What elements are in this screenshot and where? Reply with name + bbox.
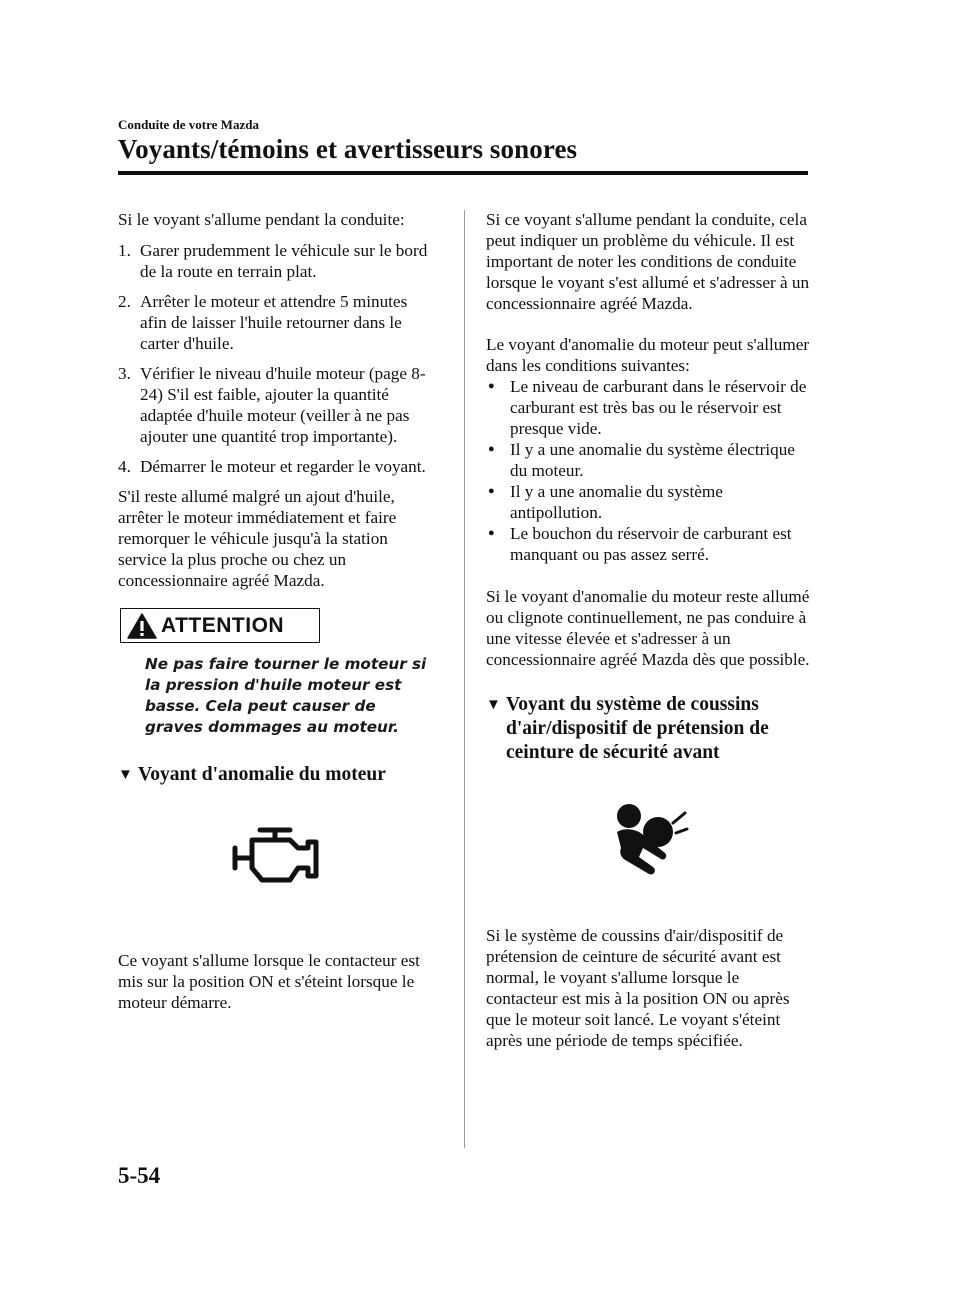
bullet-icon: ● [488, 443, 495, 455]
attention-box [120, 608, 320, 643]
step-number: 3. [118, 364, 131, 383]
condition-text: Le niveau de carburant dans le réservoir de carburant est très bas ou le réservoir est presque vide. [510, 377, 807, 438]
attention-block [118, 608, 438, 738]
right-paragraph-1: Si ce voyant s'allume pendant la conduite, cela peut indiquer un problème du véhicule. Il est important de noter les conditions de conduite lorsque le voyant s'est allumé et s'adresser à un concessionnaire agréé Mazda. [486, 210, 810, 313]
step-number: 2. [118, 292, 131, 311]
column-divider [464, 210, 465, 1148]
attention-label: ATTENTION [161, 614, 285, 637]
airbag-section-heading [486, 693, 811, 765]
airbag-description: Si le système de coussins d'air/dispositif de prétension de ceinture de sécurité avant est normal, le voyant s'allume lorsque le contacteur est mis à la position ON ou après que le moteur soit lancé. Le voyant s'éteint après une période de temps spécifiée. [486, 926, 790, 1050]
condition-text: Il y a une anomalie du système antipollution. [510, 482, 723, 522]
engine-section-heading [118, 763, 438, 787]
title-rule [118, 171, 808, 175]
step-text: Arrêter le moteur et attendre 5 minutes afin de laisser l'huile retourner dans le carter d'huile. [140, 292, 408, 353]
condition-text: Le bouchon du réservoir de carburant est manquant ou pas assez serré. [510, 524, 792, 564]
left-column [118, 209, 438, 1013]
condition-text: Il y a une anomalie du système électrique du moteur. [510, 440, 795, 480]
step-text: Démarrer le moteur et regarder le voyant. [140, 457, 426, 476]
airbag-figure [486, 801, 811, 879]
page-number: 5-54 [118, 1163, 161, 1188]
triangle-marker-icon: ▼ [486, 697, 501, 713]
triangle-marker-icon: ▼ [118, 767, 133, 783]
condition-item [486, 523, 811, 565]
right-column [486, 209, 811, 1051]
condition-item [486, 439, 811, 481]
right-paragraph-2: Le voyant d'anomalie du moteur peut s'allumer dans les conditions suivantes: [486, 335, 810, 375]
airbag-heading-text: Voyant du système de coussins d'air/dispositif de prétension de ceinture de sécurité avant [506, 694, 769, 763]
right-paragraph-3: Si le voyant d'anomalie du moteur reste allumé ou clignote continuellement, ne pas conduire à une vitesse élevée et s'adresser à un concessionnaire agréé Mazda dès que possible. [486, 587, 810, 669]
step-text: Vérifier le niveau d'huile moteur (page 8-24) S'il est faible, ajouter la quantité adaptée d'huile moteur (veiller à ne pas ajouter une quantité trop importante). [140, 364, 426, 446]
step-item [118, 456, 438, 477]
condition-list [486, 376, 811, 565]
engine-heading-text: Voyant d'anomalie du moteur [138, 764, 386, 785]
condition-item [486, 376, 811, 439]
step-item [118, 240, 438, 282]
warning-triangle-icon [127, 613, 157, 639]
condition-item [486, 481, 811, 523]
step-number: 4. [118, 457, 131, 476]
bullet-icon: ● [488, 485, 495, 497]
intro-text: Si le voyant s'allume pendant la conduite: [118, 210, 405, 229]
bullet-icon: ● [488, 380, 495, 392]
engine-figure [118, 826, 438, 888]
step-list [118, 240, 438, 477]
step-number: 1. [118, 241, 131, 260]
attention-text: Ne pas faire tourner le moteur si la pression d'huile moteur est basse. Cela peut causer de graves dommages au moteur. [145, 655, 427, 736]
step-text: Garer prudemment le véhicule sur le bord de la route en terrain plat. [140, 241, 428, 281]
check-engine-icon [232, 826, 324, 888]
after-steps-text: S'il reste allumé malgré un ajout d'huile, arrêter le moteur immédiatement et faire remorquer le véhicule jusqu'à la station service la plus proche ou chez un concessionnaire agréé Mazda. [118, 487, 397, 590]
section-label: Conduite de votre Mazda [118, 117, 259, 132]
step-item [118, 291, 438, 354]
bullet-icon: ● [488, 527, 495, 539]
engine-description: Ce voyant s'allume lorsque le contacteur est mis sur la position ON et s'éteint lorsque le moteur démarre. [118, 951, 420, 1012]
step-item [118, 363, 438, 447]
page-title: Voyants/témoins et avertisseurs sonores [118, 134, 578, 164]
airbag-icon [609, 801, 689, 879]
